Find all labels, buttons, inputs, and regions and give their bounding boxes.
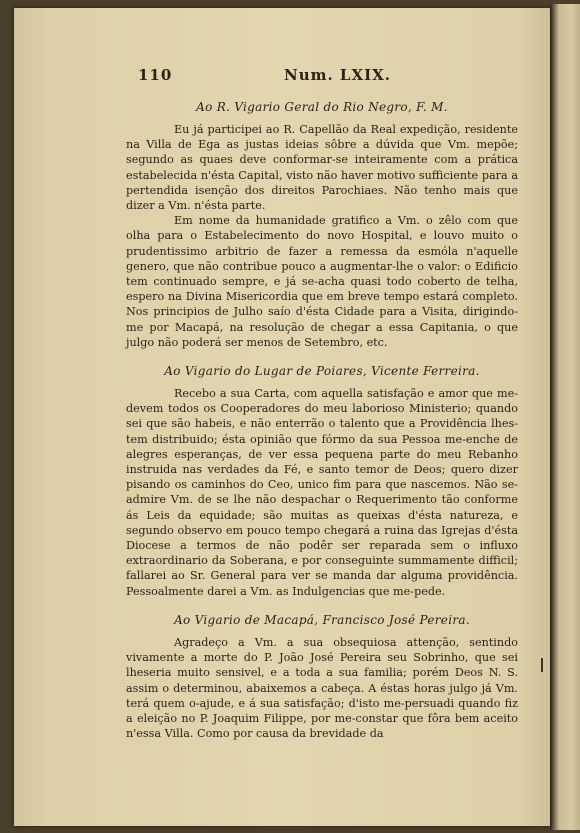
letter-section-3: [126, 613, 518, 741]
letter-heading: Ao R. Vigario Geral do Rio Negro, F. M.: [196, 100, 448, 114]
letter-section-2: [126, 364, 518, 599]
margin-mark: [541, 658, 543, 672]
letter-paragraph: Em nome da humanidade gratifico a Vm. o zêlo com que olha para o Estabelecimento do novo Hospital, e louvo muito o prudentissimo arbitrio de fazer a remessa da esmóla n'aquelle genero, que não contribue pouco a augmentar-lhe o valor: o Edificio tem continuado sempre, e já se-acha quasi todo coberto de telha, espero na Divina Misericordia que em breve tempo estará completo. Nos principios de Julho saío d'ésta Cidade para a Visita, dirigindo-me por Macapá, na resolução de chegar a essa Capitania, o que julgo não poderá ser menos de Setembro, etc.: [126, 214, 518, 349]
letter-heading: Ao Vigario do Lugar de Poiares, Vicente Ferreira.: [164, 364, 480, 379]
letter-paragraph: Recebo a sua Carta, com aquella satisfação e amor que me-devem todos os Cooperadores do meu laborioso Ministerio; quando sei que são habeis, e não enterrão o talento que a Providência lhes-tem distribuido; ésta opinião que fórmo da sua Pessoa me-enche de alegres esperanças, de ver essa pequena parte do meu Rebanho instruida nas verdades da Fé, e santo temor de Deos; quero dizer pisando os caminhos do Ceo, unico fim para que nascemos. Não se-admire Vm. de se lhe não despachar o Requerimento tão conforme ás Leis da equidade; são muitas as queixas d'ésta natureza, e segundo observo em pouco tempo chegará a ruina das Igrejas d'ésta Diocese a termos de não podêr ser reparada sem o influxo extraordinario da Soberana, e por conseguinte summamente difficil; fallarei ao Sr. General para ver se manda dar alguma providência. Pessoalmente darei a Vm. as Indulgencias que me-pede.: [126, 387, 518, 598]
issue-number: Num. LXIX.: [284, 66, 391, 84]
section-gap: [126, 599, 518, 607]
letter-paragraph: Agradeço a Vm. a sua obsequiosa attenção, sentindo vivamente a morte do P. João José Pereira seu Sobrinho, que sei lheseria muito sensivel, e a toda a sua familia; porém Deos N. S. assim o determinou, abaixemos a cabeça. A éstas horas julgo já Vm. terá quem o-ajude, e á sua satisfação; d'isto me-persuadi quando fiz a eleição no P. Joaquim Filippe, por me-constar que fôra bem aceito n'essa Villa. Como por causa da brevidade da: [126, 635, 518, 741]
letter-heading: Ao Vigario de Macapá, Francisco José Pereira.: [174, 612, 470, 627]
letter-section-1: [126, 100, 518, 350]
page-number: 110: [138, 66, 173, 84]
letter-paragraph: Eu já participei ao R. Capellão da Real expedição, residente na Villa de Ega as justas ideias sôbre a dúvida que Vm. mepõe; segundo as quaes deve conformar-se inteiramente com a prática estabelecida n'ésta Capital, visto não haver motivo sufficiente para a pertendida isenção dos direitos Parochiaes. Não tenho mais que dizer a Vm. n'ésta parte.: [126, 123, 518, 213]
page-content: [126, 66, 518, 741]
section-gap: [126, 350, 518, 358]
facing-page-edge: [550, 4, 580, 830]
running-header: [126, 66, 518, 88]
